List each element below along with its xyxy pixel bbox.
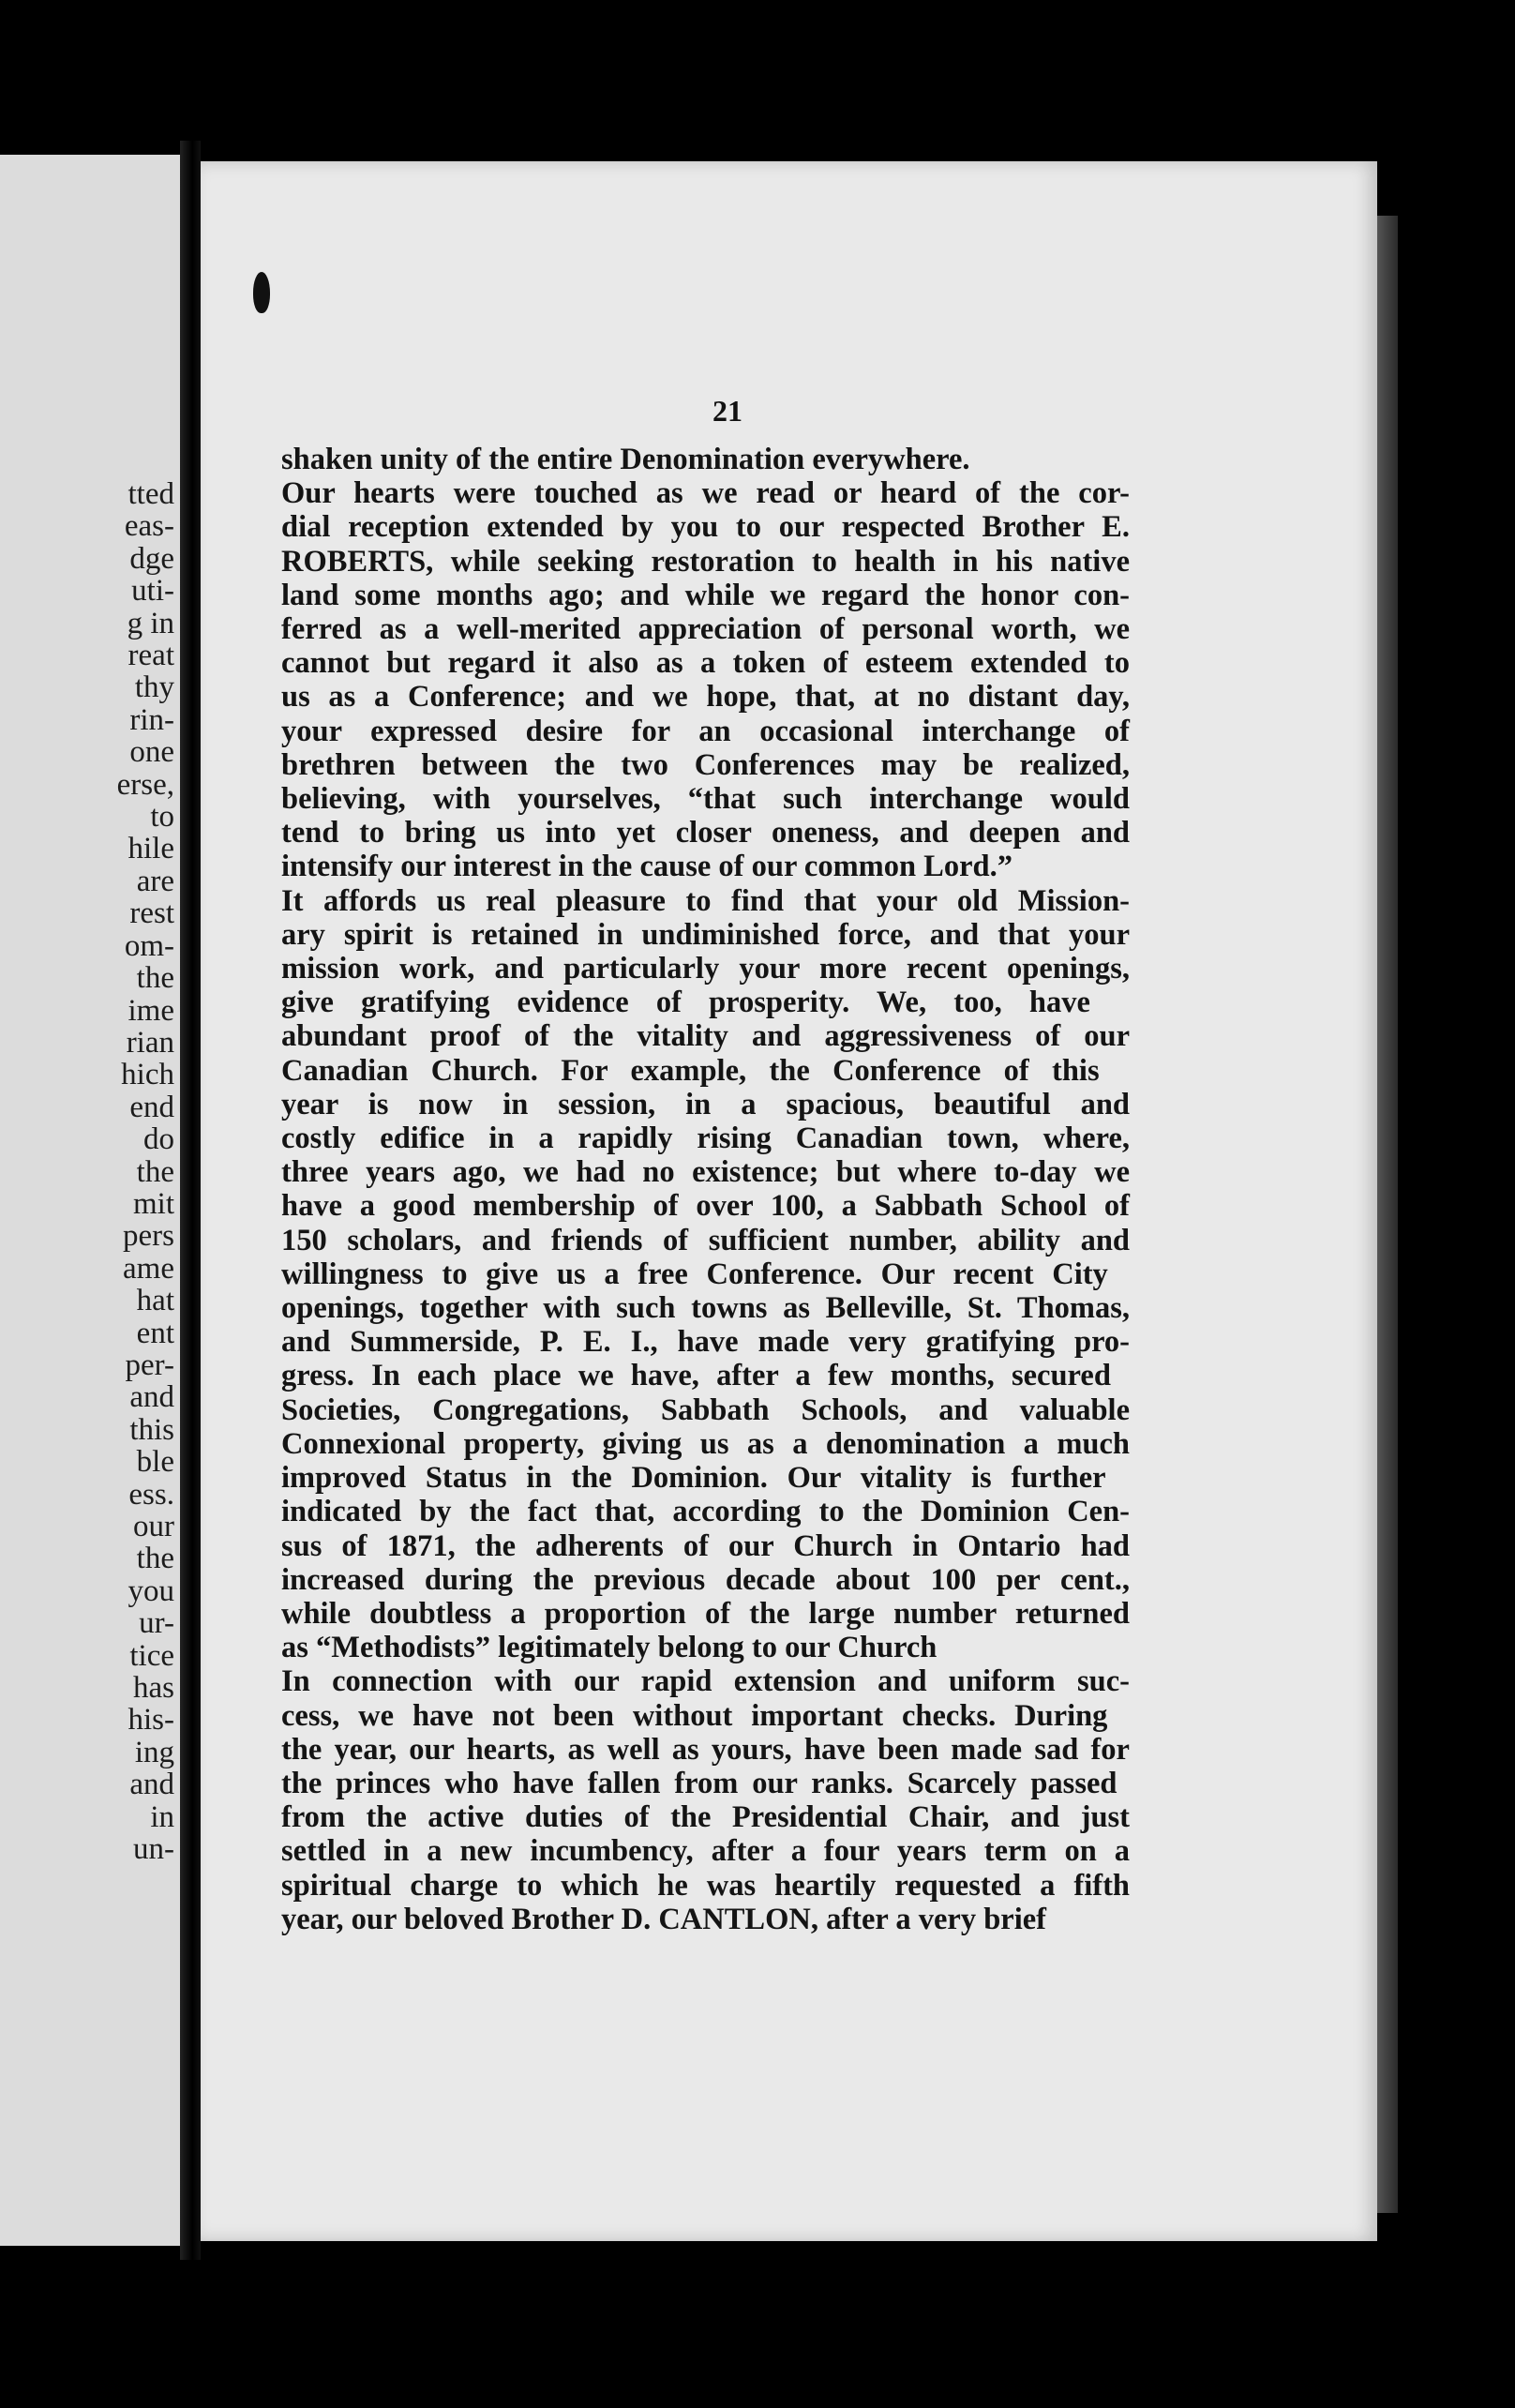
facing-page-line: and: [129, 1381, 174, 1414]
text-line: intensify our interest in the cause of our common Lord.”: [281, 850, 1012, 884]
text-line: shaken unity of the entire Denomination everywhere.: [281, 443, 970, 476]
text-line: tend to bring us into yet closer oneness, and deepen and: [281, 816, 1130, 850]
facing-page-line: hile: [128, 833, 174, 865]
text-line: improved Status in the Dominion. Our vitality is further: [281, 1461, 1106, 1496]
facing-page-line: mit: [132, 1187, 174, 1221]
text-line: as “Methodists” legitimately belong to our Church: [281, 1631, 938, 1665]
text-line: believing, with yourselves, “that such interchange would: [281, 782, 1130, 817]
facing-page-line: rian: [126, 1026, 174, 1060]
text-line: dial reception extended by you to our respected Brother E.: [281, 510, 1130, 545]
facing-page-line: the: [136, 962, 174, 995]
text-line: the princes who have fallen from our ranks. Scarcely passed: [281, 1766, 1118, 1800]
text-line: mission work, and particularly your more recent openings,: [281, 952, 1130, 986]
facing-page-line: the: [136, 1155, 174, 1188]
text-line: brethren between the two Conferences may be realized,: [281, 747, 1130, 782]
facing-page-line: end: [129, 1091, 174, 1124]
facing-page-fragment: [0, 155, 180, 2246]
text-line: the year, our hearts, as well as yours, have been made sad for: [281, 1732, 1130, 1767]
text-line: abundant proof of the vitality and aggressiveness of our: [281, 1019, 1130, 1054]
text-line: cess, we have not been without important checks. During: [281, 1698, 1108, 1733]
text-line: 150 scholars, and friends of sufficient number, ability and: [281, 1223, 1130, 1257]
facing-page-line: tted: [128, 478, 174, 511]
facing-page-line: ess.: [128, 1478, 174, 1511]
text-line: year, our beloved Brother D. CANTLON, after a very brief: [281, 1902, 1047, 1936]
page-edge: [1377, 216, 1398, 2213]
text-line: sus of 1871, the adherents of our Church in Ontario had: [281, 1528, 1130, 1563]
facing-page-line: ing: [134, 1736, 174, 1769]
facing-page-line: one: [129, 736, 174, 769]
body-text: [281, 443, 1130, 1936]
text-line: cannot but regard it also as a token of esteem extended to: [281, 646, 1130, 681]
facing-page-line: hich: [121, 1059, 174, 1091]
facing-page-line: ent: [136, 1317, 174, 1349]
facing-page-line: in: [150, 1800, 174, 1834]
text-line: indicated by the fact that, according to the Dominion Cen-: [281, 1495, 1130, 1529]
facing-page-line: ame: [123, 1252, 174, 1286]
text-line: willingness to give us a free Conference. Our recent City: [281, 1257, 1108, 1291]
facing-page-line: ble: [136, 1446, 174, 1479]
facing-page-line: om-: [124, 929, 174, 963]
text-line: gress. In each place we have, after a few months, secured: [281, 1359, 1111, 1393]
text-line: land some months ago; and while we regard the honor con-: [281, 578, 1130, 612]
facing-page-line: and: [129, 1768, 174, 1801]
facing-page-line: rest: [129, 897, 174, 930]
text-line: your expressed desire for an occasional interchange of: [281, 714, 1130, 748]
text-line: spiritual charge to which he was heartily requested a fifth: [281, 1868, 1130, 1903]
text-line: costly edifice in a rapidly rising Canadian town, where,: [281, 1121, 1130, 1156]
book-gutter: [180, 141, 201, 2260]
text-line: us as a Conference; and we hope, that, at no distant day,: [281, 680, 1130, 715]
facing-page-line: per-: [125, 1348, 174, 1382]
text-line: ferred as a well-merited appreciation of personal worth, we: [281, 612, 1130, 647]
facing-page-line: ime: [128, 994, 174, 1027]
facing-page-line: uti-: [131, 575, 174, 608]
facing-page-line: has: [133, 1672, 174, 1705]
text-line: have a good membership of over 100, a Sabbath School of: [281, 1189, 1130, 1224]
text-line: settled in a new incumbency, after a four years term on a: [281, 1834, 1130, 1869]
text-line: give gratifying evidence of prosperity. We, too, have: [281, 986, 1090, 1020]
text-line: Our hearts were touched as we read or heard of the cor-: [281, 476, 1130, 511]
facing-page-line: eas-: [124, 510, 174, 543]
facing-page-line: dge: [129, 542, 174, 576]
text-line: It affords us real pleasure to find that your old Mission-: [281, 883, 1130, 918]
text-line: ary spirit is retained in undiminished force, and that your: [281, 917, 1130, 952]
facing-page-line: erse,: [116, 768, 174, 802]
facing-page-line: pers: [123, 1220, 174, 1253]
facing-page-line: our: [133, 1511, 174, 1543]
text-line: from the active duties of the Presidential Chair, and just: [281, 1800, 1130, 1835]
facing-page-line: his-: [128, 1704, 174, 1737]
facing-page-line: tice: [129, 1639, 174, 1673]
text-line: Societies, Congregations, Sabbath Schools, and valuable: [281, 1392, 1130, 1427]
facing-page-line: hat: [136, 1285, 174, 1317]
text-line: three years ago, we had no existence; but where to-day we: [281, 1155, 1130, 1190]
text-line: ROBERTS, while seeking restoration to health in his native: [281, 544, 1130, 579]
facing-page-line: are: [136, 865, 174, 898]
text-line: and Summerside, P. E. I., have made very gratifying pro-: [281, 1325, 1130, 1360]
facing-page-line: the: [136, 1543, 174, 1575]
facing-page-line: thy: [134, 671, 174, 704]
text-line: year is now in session, in a spacious, beautiful and: [281, 1087, 1130, 1121]
facing-page-line: un-: [133, 1833, 174, 1866]
facing-page-line: g in: [127, 607, 174, 640]
text-line: In connection with our rapid extension and uniform suc-: [281, 1664, 1130, 1699]
ink-smudge: [253, 272, 270, 313]
facing-page-line: to: [150, 801, 174, 834]
facing-page-line: ur-: [139, 1607, 174, 1640]
text-line: while doubtless a proportion of the large number returned: [281, 1596, 1130, 1631]
facing-page-text: [6, 478, 174, 1865]
facing-page-line: do: [143, 1123, 174, 1156]
text-line: increased during the previous decade about 100 per cent.,: [281, 1562, 1130, 1597]
page-number: 21: [712, 394, 742, 428]
text-line: openings, together with such towns as Belleville, St. Thomas,: [281, 1291, 1130, 1326]
text-line: Connexional property, giving us as a denomination a much: [281, 1426, 1130, 1461]
facing-page-line: you: [128, 1574, 174, 1608]
facing-page-line: reat: [128, 640, 174, 672]
facing-page-line: this: [129, 1413, 174, 1447]
text-line: Canadian Church. For example, the Conference of this: [281, 1053, 1100, 1088]
facing-page-line: rin-: [129, 703, 174, 737]
